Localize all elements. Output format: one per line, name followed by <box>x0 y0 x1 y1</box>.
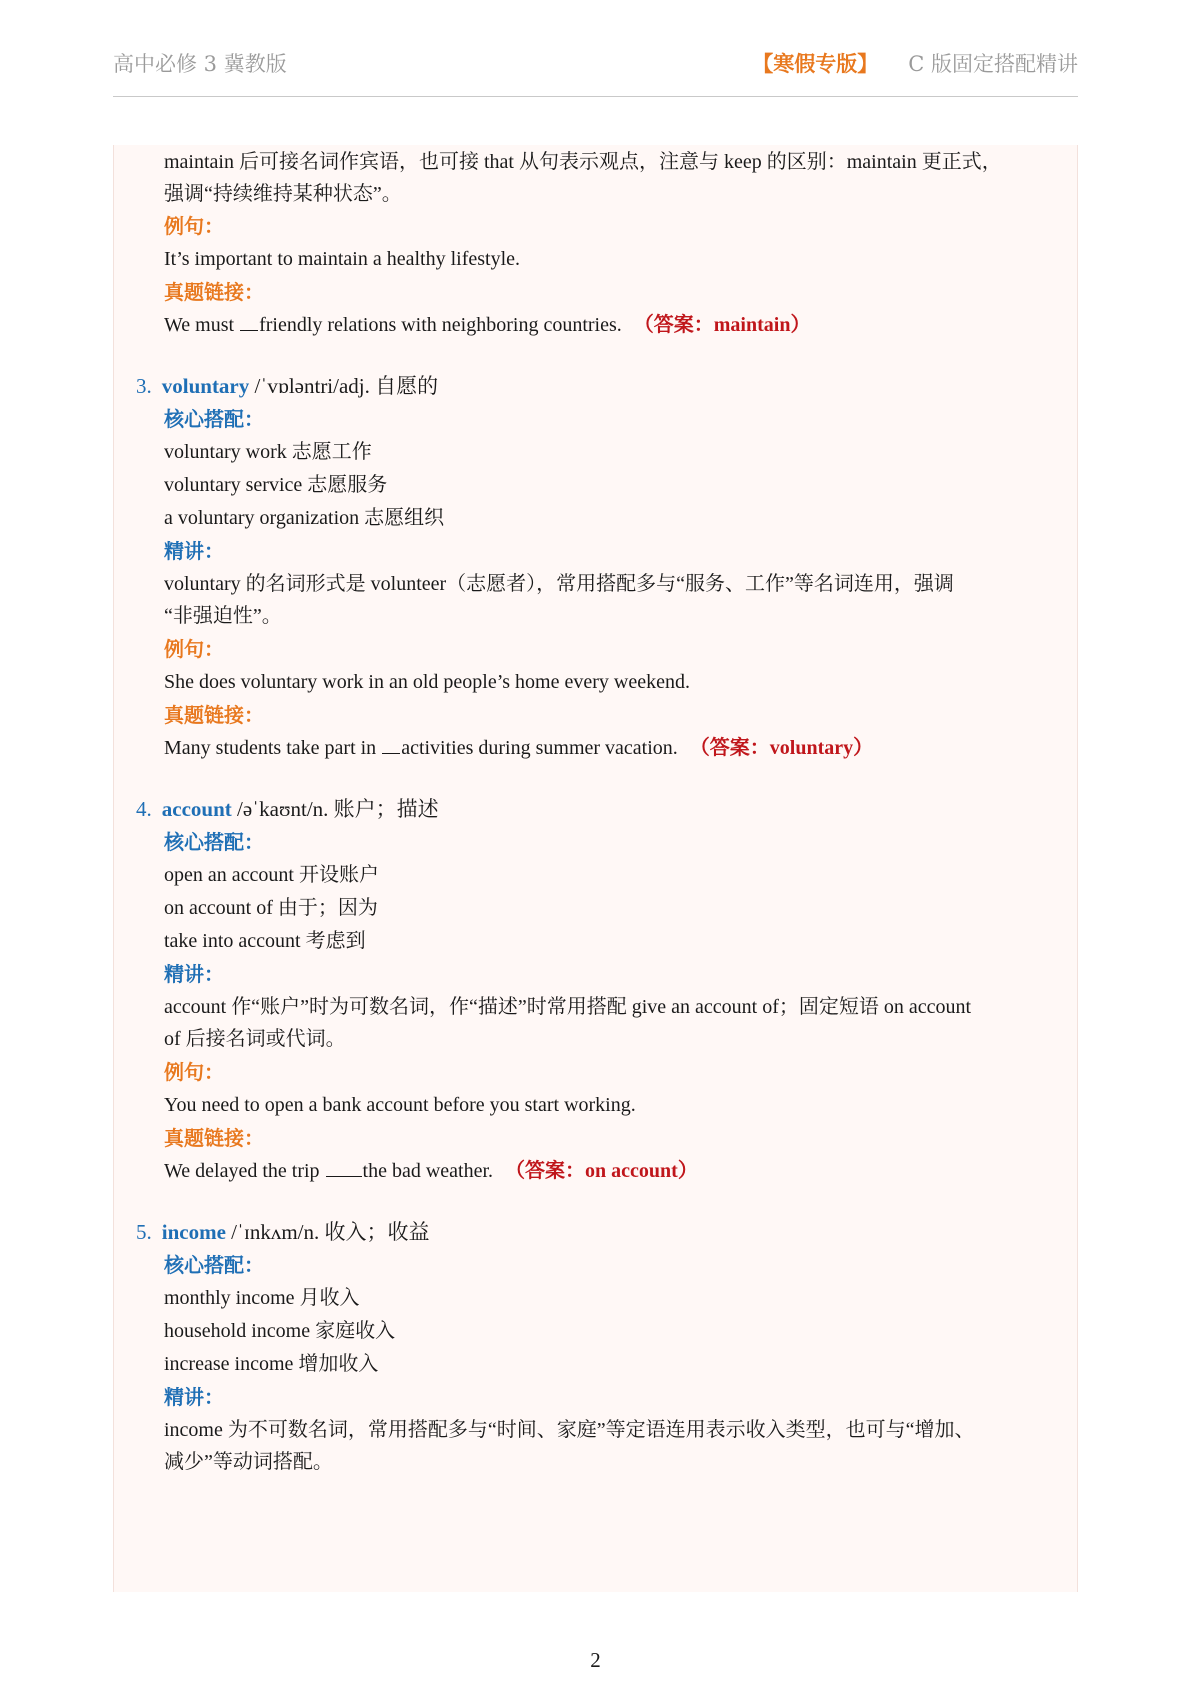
headword: voluntary <box>161 374 250 398</box>
answer: （答案：on account） <box>505 1160 698 1182</box>
example-label: 例句： <box>164 1060 224 1084</box>
entry-heading: 5. income /ˈɪnkʌm/n. 收入；收益 <box>136 1220 430 1244</box>
explain-line: account 作“账户”时为可数名词，作“描述”时常用搭配 give an account of；固定短语 on account <box>164 996 972 1018</box>
collocation: monthly income 月收入 <box>164 1287 360 1309</box>
phonetic-meaning: /ˈvɒləntri/adj. 自愿的 <box>249 374 439 398</box>
headword: income <box>161 1220 226 1244</box>
answer-blank <box>382 753 400 754</box>
example-sentence: It’s important to maintain a healthy lifestyle. <box>164 248 521 270</box>
collocation: on account of 由于；因为 <box>164 897 378 919</box>
header-tag: 【寒假专版】 <box>752 52 879 76</box>
page-number: 2 <box>590 1648 601 1672</box>
example-label: 例句： <box>164 637 224 661</box>
explain-line: income 为不可数名词，常用搭配多与“时间、家庭”等定语连用表示收入类型，也可与“增加、 <box>164 1419 975 1441</box>
explain-line: 强调“持续维持某种状态”。 <box>164 183 402 205</box>
collocation: voluntary service 志愿服务 <box>164 474 388 496</box>
explain-line: maintain 后可接名词作宾语，也可接 that 从句表示观点，注意与 keep 的区别：maintain 更正式， <box>164 151 1002 173</box>
exam-label: 真题链接： <box>164 280 264 304</box>
exam-label: 真题链接： <box>164 1126 264 1150</box>
collocation: a voluntary organization 志愿组织 <box>164 507 445 529</box>
explain-line: 减少”等动词搭配。 <box>164 1451 333 1473</box>
collocation: open an account 开设账户 <box>164 864 379 886</box>
core-label: 核心搭配： <box>164 830 264 854</box>
header-course: 高中必修 3 冀教版 <box>113 52 287 76</box>
answer-blank <box>240 330 258 331</box>
explain-label: 精讲： <box>164 539 224 563</box>
core-label: 核心搭配： <box>164 1253 264 1277</box>
example-sentence: She does voluntary work in an old people’s home every weekend. <box>164 671 690 693</box>
collocation: voluntary work 志愿工作 <box>164 441 372 463</box>
answer-blank <box>326 1176 362 1177</box>
example-label: 例句： <box>164 214 224 238</box>
header-edition: C 版固定搭配精讲 <box>908 52 1078 76</box>
collocation: increase income 增加收入 <box>164 1353 379 1375</box>
explain-line: “非强迫性”。 <box>164 605 282 627</box>
explain-line: voluntary 的名词形式是 volunteer（志愿者），常用搭配多与“服务、工作”等名词连用，强调 <box>164 573 954 595</box>
example-sentence: You need to open a bank account before you start working. <box>164 1094 636 1116</box>
exam-label: 真题链接： <box>164 703 264 727</box>
answer: （答案：maintain） <box>633 314 811 336</box>
collocation: household income 家庭收入 <box>164 1320 396 1342</box>
page-header <box>113 44 1078 97</box>
phonetic-meaning: /əˈkaʊnt/n. 账户；描述 <box>231 797 439 821</box>
entry-heading: 3. voluntary /ˈvɒləntri/adj. 自愿的 <box>136 374 439 398</box>
exam-sentence: Many students take part in activities during summer vacation. （答案：voluntary） <box>164 737 874 759</box>
entry-heading: 4. account /əˈkaʊnt/n. 账户；描述 <box>136 797 439 821</box>
explain-line: of 后接名词或代词。 <box>164 1028 346 1050</box>
phonetic-meaning: /ˈɪnkʌm/n. 收入；收益 <box>225 1220 430 1244</box>
collocation: take into account 考虑到 <box>164 930 366 952</box>
header-right <box>752 48 1078 78</box>
exam-sentence: We delayed the trip the bad weather. （答案：on account） <box>164 1160 698 1182</box>
core-label: 核心搭配： <box>164 407 264 431</box>
exam-sentence: We must friendly relations with neighboring countries. （答案：maintain） <box>164 314 811 336</box>
answer: （答案：voluntary） <box>689 737 874 759</box>
explain-label: 精讲： <box>164 1385 224 1409</box>
content-panel <box>113 145 1078 1592</box>
explain-label: 精讲： <box>164 962 224 986</box>
headword: account <box>161 797 232 821</box>
